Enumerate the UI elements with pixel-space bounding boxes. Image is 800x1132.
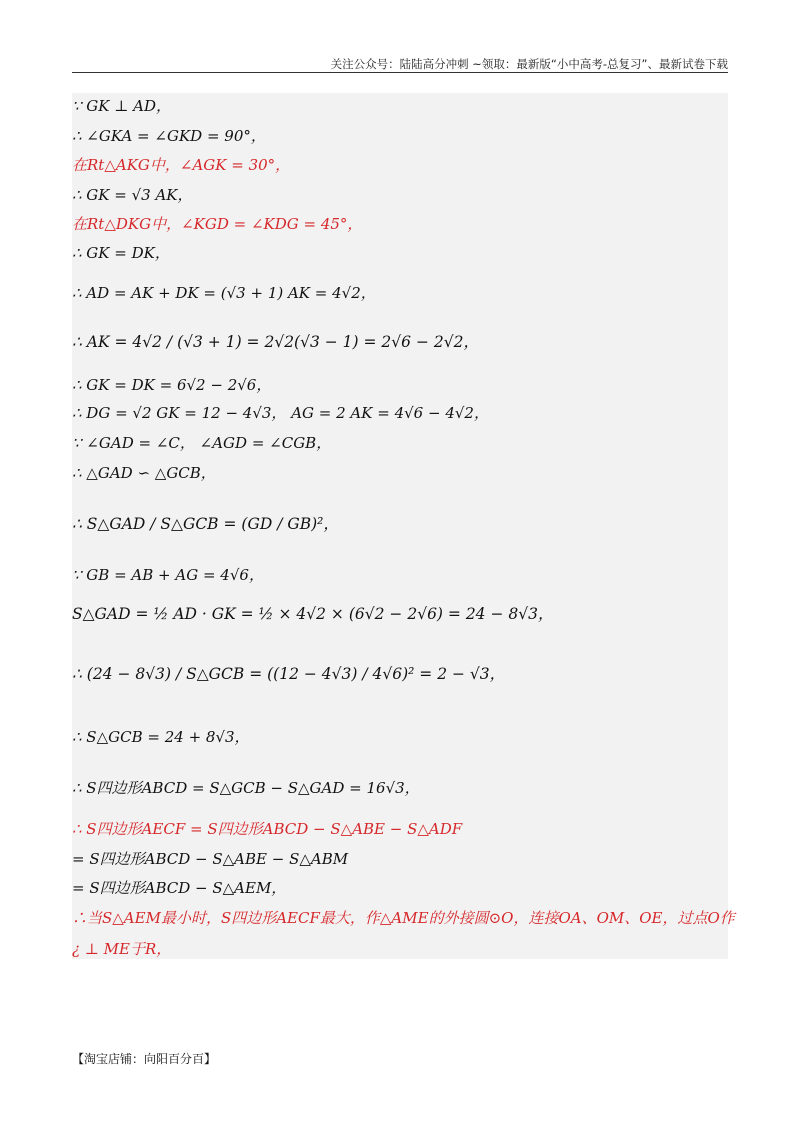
math-line: ∴ S四边形AECF = S四边形ABCD − S△ABE − S△ADF <box>72 820 463 838</box>
page-footer: 【淘宝店铺：向阳百分百】 <box>72 1052 217 1066</box>
math-line: = S四边形ABCD − S△AEM， <box>72 879 287 897</box>
math-line: ∴ S△GCB = 24 + 8√3， <box>72 728 250 746</box>
math-line: ∴ S△GAD / S△GCB = (GD / GB)²， <box>72 515 339 533</box>
math-line: ∴ GK = √3 AK， <box>72 186 193 204</box>
header-rule <box>72 72 728 73</box>
math-line: ∴ (24 − 8√3) / S△GCB = ((12 − 4√3) / 4√6)² = 2 − √3， <box>72 665 506 683</box>
page-header: 关注公众号：陆陆高分冲刺 ~领取：最新版“小中高考-总复习”、最新试卷下载 <box>330 57 728 71</box>
math-line: 在Rt△AKG中，∠AGK = 30°， <box>72 156 291 174</box>
math-line: S△GAD = ½ AD · GK = ½ × 4√2 × (6√2 − 2√6) = 24 − 8√3， <box>72 605 554 623</box>
math-line: ∴ ∠GKA = ∠GKD = 90°， <box>72 127 266 145</box>
math-line: ∴当S△AEM最小时，S四边形AECF最大，作△AME的外接圆⊙O，连接OA、OM、OE，过点O作 <box>72 909 735 927</box>
math-line: ∵ ∠GAD = ∠C， ∠AGD = ∠CGB， <box>72 434 332 452</box>
math-line: ∴ GK = DK， <box>72 244 170 262</box>
math-line: ∴ GK = DK = 6√2 − 2√6， <box>72 376 272 394</box>
math-line: ∵ GK ⊥ AD， <box>72 97 172 115</box>
math-line: 在Rt△DKG中，∠KGD = ∠KDG = 45°， <box>72 215 363 233</box>
math-line: ∴ DG = √2 GK = 12 − 4√3， AG = 2 AK = 4√6 − 4√2， <box>72 404 489 422</box>
math-line: ∴ AD = AK + DK = (√3 + 1) AK = 4√2， <box>72 284 376 302</box>
math-line: ∴ AK = 4√2 / (√3 + 1) = 2√2(√3 − 1) = 2√6 − 2√2， <box>72 333 479 351</box>
math-line: ∴ S四边形ABCD = S△GCB − S△GAD = 16√3， <box>72 779 420 797</box>
math-line: ∵ GB = AB + AG = 4√6， <box>72 566 264 584</box>
math-line: = S四边形ABCD − S△ABE − S△ABM <box>72 850 349 868</box>
math-line: ∴ △GAD ∽ △GCB， <box>72 464 216 482</box>
math-line: ¿ ⊥ ME于R， <box>72 940 172 958</box>
